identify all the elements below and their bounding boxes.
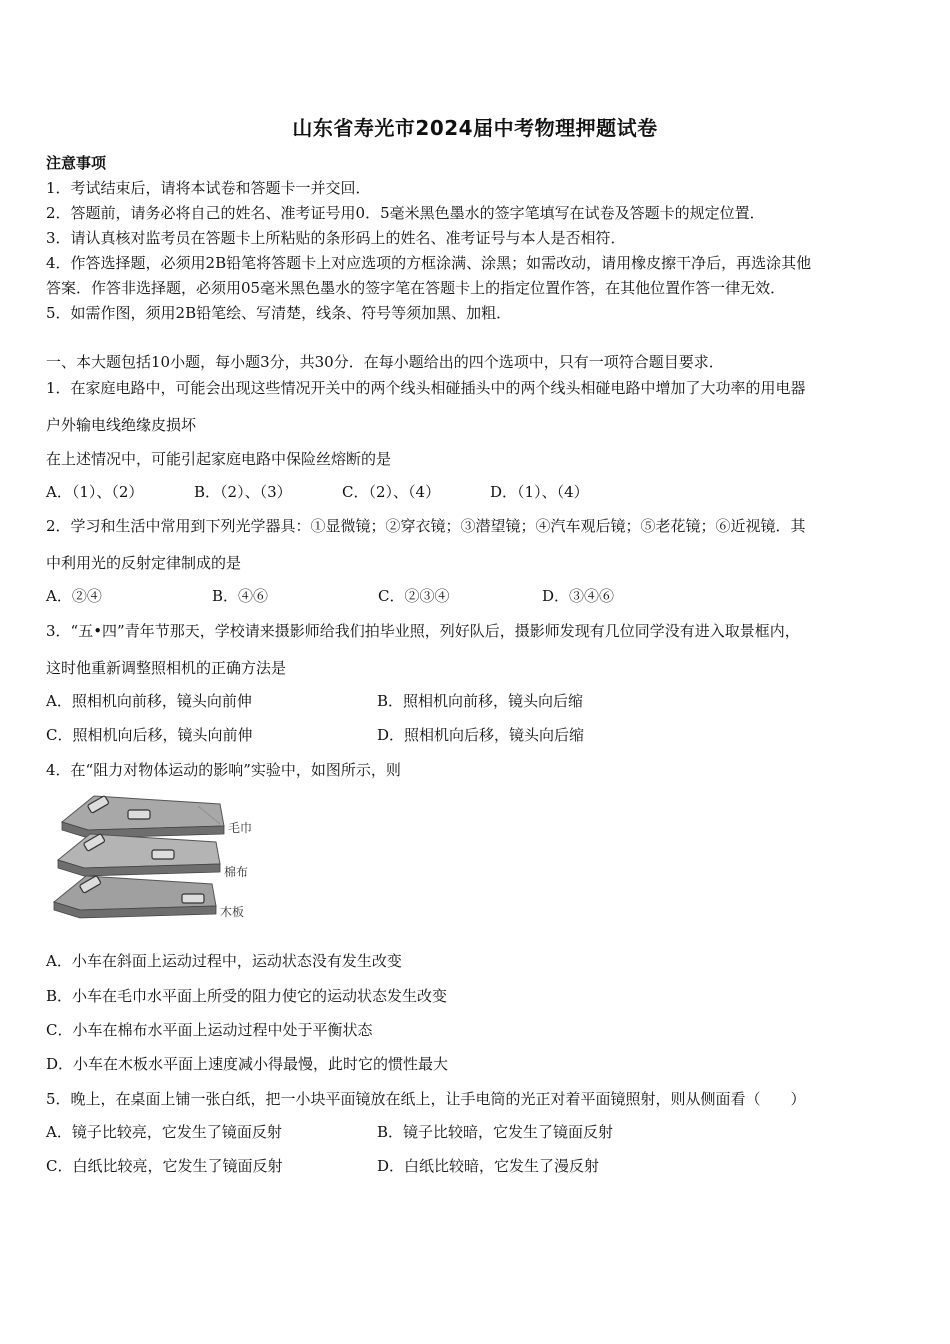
question-3-stem-cont: 这时他重新调整照相机的正确方法是 <box>46 659 287 677</box>
q5-option-b: B．镜子比较暗，它发生了镜面反射 <box>377 1123 614 1141</box>
q2-option-a: A．②④ <box>46 587 102 605</box>
page-title: 山东省寿光市2024届中考物理押题试卷 <box>292 116 658 140</box>
inclined-plane-figure <box>48 790 258 925</box>
q3-option-d: D．照相机向后移，镜头向后缩 <box>377 726 585 744</box>
q5-option-c: C．白纸比较亮，它发生了镜面反射 <box>46 1157 283 1175</box>
cotton-label: 棉布 <box>224 865 249 879</box>
q2-option-c: C．②③④ <box>378 587 450 605</box>
question-2-stem: 2．学习和生活中常用到下列光学器具：①显微镜；②穿衣镜；③潜望镜；④汽车观后镜；⑤老花镜；⑥近视镜．其 <box>46 517 806 535</box>
notice-item: 2．答题前，请务必将自己的姓名、准考证号用0．5毫米黑色墨水的签字笔填写在试卷及答题卡的规定位置． <box>46 204 765 222</box>
wood-label: 木板 <box>220 905 245 919</box>
q1-option-c: C．（2）、（4） <box>342 483 441 501</box>
question-2-stem-cont: 中利用光的反射定律制成的是 <box>46 554 242 572</box>
notice-item: 3．请认真核对监考员在答题卡上所粘贴的条形码上的姓名、准考证号与本人是否相符． <box>46 229 626 247</box>
notice-heading: 注意事项 <box>46 154 107 172</box>
q1-option-d: D．（1）、（4） <box>490 483 589 501</box>
question-1-stem-cont: 户外输电线绝缘皮损坏 <box>46 416 197 434</box>
q3-option-a: A．照相机向前移，镜头向前伸 <box>46 692 252 710</box>
q4-option-a: A．小车在斜面上运动过程中，运动状态没有发生改变 <box>46 952 402 970</box>
question-1-stem-cont: 在上述情况中，可能引起家庭电路中保险丝熔断的是 <box>46 450 392 468</box>
q4-option-d: D．小车在木板水平面上速度减小得最慢，此时它的惯性最大 <box>46 1055 449 1073</box>
cotton-board <box>58 834 220 876</box>
notice-item: 答案．作答非选择题，必须用05毫米黑色墨水的签字笔在答题卡上的指定位置作答，在其他位置作答一律无效． <box>46 279 786 297</box>
towel-board <box>62 796 224 838</box>
q3-option-b: B．照相机向前移，镜头向后缩 <box>377 692 584 710</box>
q1-option-b: B．（2）、（3） <box>194 483 292 501</box>
q2-option-d: D．③④⑥ <box>542 587 615 605</box>
notice-item: 1．考试结束后，请将本试卷和答题卡一并交回． <box>46 179 371 197</box>
q5-option-d: D．白纸比较暗，它发生了漫反射 <box>377 1157 600 1175</box>
q5-option-a: A．镜子比较亮，它发生了镜面反射 <box>46 1123 282 1141</box>
towel-label: 毛巾 <box>228 821 253 835</box>
inclined-plane-diagram <box>48 790 258 925</box>
q4-option-b: B．小车在毛巾水平面上所受的阻力使它的运动状态发生改变 <box>46 987 448 1005</box>
question-5-stem: 5．晚上，在桌面上铺一张白纸，把一小块平面镜放在纸上，让手电筒的光正对着平面镜照射，则从侧面看（ ） <box>46 1090 806 1108</box>
wood-board <box>54 876 216 918</box>
section-heading: 一、本大题包括10小题，每小题3分，共30分．在每小题给出的四个选项中，只有一项符合题目要求． <box>46 353 724 371</box>
q1-option-a: A．（1）、（2） <box>46 483 144 501</box>
q2-option-b: B．④⑥ <box>212 587 269 605</box>
q3-option-c: C．照相机向后移，镜头向前伸 <box>46 726 253 744</box>
notice-item: 4．作答选择题，必须用2B铅笔将答题卡上对应选项的方框涂满、涂黑；如需改动，请用橡皮擦干净后，再选涂其他 <box>46 254 812 272</box>
question-1-stem: 1．在家庭电路中，可能会出现这些情况开关中的两个线头相碰插头中的两个线头相碰电路中增加了大功率的用电器 <box>46 379 806 397</box>
question-4-stem: 4．在“阻力对物体运动的影响”实验中，如图所示，则 <box>46 761 401 779</box>
notice-item: 5．如需作图，须用2B铅笔绘、写清楚，线条、符号等须加黑、加粗． <box>46 304 512 322</box>
question-3-stem: 3．“五•四”青年节那天，学校请来摄影师给我们拍毕业照，列好队后，摄影师发现有几位同学没有进入取景框内， <box>46 622 800 640</box>
q4-option-c: C．小车在棉布水平面上运动过程中处于平衡状态 <box>46 1021 373 1039</box>
